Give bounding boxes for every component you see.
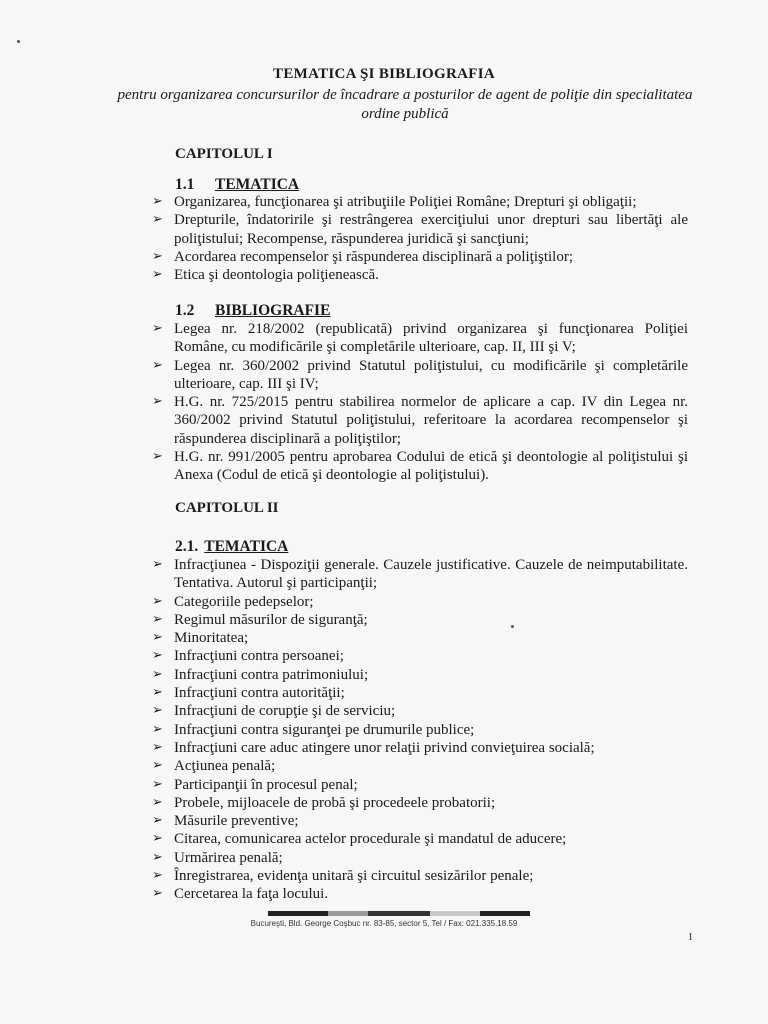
arrow-bullet-icon: ➢ [152, 886, 163, 902]
list-item: ➢ Infracţiuni de corupţie şi de serviciu; [152, 703, 396, 720]
document-title: TEMATICA ŞI BIBLIOGRAFIA [273, 66, 495, 82]
arrow-bullet-icon: ➢ [152, 703, 163, 719]
section-1-2-heading [175, 302, 330, 320]
section-1-2-list [152, 320, 688, 485]
section-2-1-list [152, 556, 688, 904]
list-item: ➢ Categoriile pedepselor; [152, 593, 314, 610]
footer-divider [268, 911, 530, 916]
arrow-bullet-icon: ➢ [152, 557, 163, 572]
arrow-bullet-icon: ➢ [152, 794, 163, 810]
arrow-bullet-icon: ➢ [152, 394, 163, 410]
list-item: ➢ Măsurile preventive; [152, 813, 299, 830]
section-number: 1.2 [175, 302, 195, 319]
arrow-bullet-icon: ➢ [152, 813, 163, 829]
arrow-bullet-icon: ➢ [152, 630, 163, 646]
section-1-1-list [152, 193, 688, 284]
list-item: ➢ Infracţiuni contra autorităţii; [152, 685, 345, 702]
footer-bar-segment [430, 911, 480, 916]
arrow-bullet-icon: ➢ [152, 648, 163, 664]
footer-bar-segment [328, 911, 368, 916]
list-item: ➢ Probele, mijloacele de probă şi procedeele probatorii; [152, 794, 496, 811]
arrow-bullet-icon: ➢ [152, 666, 163, 682]
list-item: ➢ Infracţiunea - Dispoziţii generale. Cauzele justificative. Cauzele de neimputabilitate. Tentativa. Autorul şi participanţii; [152, 557, 688, 592]
arrow-bullet-icon: ➢ [152, 831, 163, 847]
footer-address: Bucureşti, Bld. George Coşbuc nr. 83-85, sector 5, Tel / Fax: 021.335.18.59 [250, 919, 518, 928]
arrow-bullet-icon: ➢ [152, 868, 163, 884]
arrow-bullet-icon: ➢ [152, 593, 163, 609]
section-number: 1.1 [175, 176, 195, 193]
list-item: ➢ Acordarea recompenselor şi răspunderea disciplinară a poliţiştilor; [152, 248, 574, 265]
section-1-1-heading [175, 176, 299, 194]
list-item: ➢ Regimul măsurilor de siguranţă; [152, 611, 368, 628]
arrow-bullet-icon: ➢ [152, 248, 163, 264]
list-item: ➢ Înregistrarea, evidenţa unitară şi circuitul sesizărilor penale; [152, 868, 534, 885]
arrow-bullet-icon: ➢ [152, 685, 163, 701]
arrow-bullet-icon: ➢ [152, 721, 163, 737]
footer-bar-segment [480, 911, 530, 916]
list-item: ➢ Minoritatea; [152, 630, 249, 647]
scan-speck [17, 40, 20, 43]
footer-bar-segment [268, 911, 328, 916]
list-item: ➢ Urmărirea penală; [152, 849, 283, 866]
chapter-2-heading: CAPITOLUL II [175, 500, 279, 516]
document-subtitle: pentru organizarea concursurilor de încadrare a posturilor de agent de poliţie din specialitatea ordine publică [117, 87, 693, 122]
list-item: ➢ Legea nr. 360/2002 privind Statutul poliţistului, cu modificările şi completările ulterioare, cap. III şi IV; [152, 357, 688, 392]
list-item: ➢ Etica şi deontologia poliţienească. [152, 267, 379, 284]
list-item: ➢ Legea nr. 218/2002 (republicată) privind organizarea şi funcţionarea Poliţiei Române, cu modificările şi completările ulterioare, cap. II, III şi V; [152, 321, 688, 356]
arrow-bullet-icon: ➢ [152, 321, 163, 336]
section-2-1-heading [175, 538, 288, 556]
footer-bar-segment [368, 911, 430, 916]
list-item: ➢ H.G. nr. 991/2005 pentru aprobarea Codului de etică şi deontologie al poliţistului şi Anexa (Codul de etică şi deontologie al poliţistului). [152, 449, 688, 484]
arrow-bullet-icon: ➢ [152, 194, 163, 209]
section-name: BIBLIOGRAFIE [215, 302, 331, 319]
page-number: 1 [688, 932, 693, 943]
arrow-bullet-icon: ➢ [152, 739, 163, 755]
arrow-bullet-icon: ➢ [152, 776, 163, 792]
list-item: ➢ Infracţiuni contra persoanei; [152, 648, 344, 665]
list-item: ➢ Infracţiuni contra siguranţei pe drumurile publice; [152, 721, 475, 738]
list-item: ➢ Participanţii în procesul penal; [152, 776, 358, 793]
list-item: ➢ Citarea, comunicarea actelor procedurale şi mandatul de aducere; [152, 831, 567, 848]
section-name: TEMATICA [204, 538, 289, 555]
arrow-bullet-icon: ➢ [152, 267, 163, 283]
arrow-bullet-icon: ➢ [152, 212, 163, 228]
list-item: ➢ Drepturile, îndatoririle şi restrângerea exerciţiului unor drepturi sau libertăţi ale poliţistului; Recompense, răspunderea juridică şi sancţiuni; [152, 212, 688, 247]
chapter-1-heading: CAPITOLUL I [175, 146, 273, 162]
list-item: ➢ Acţiunea penală; [152, 758, 276, 775]
list-item: ➢ Infracţiuni contra patrimoniului; [152, 666, 369, 683]
arrow-bullet-icon: ➢ [152, 611, 163, 627]
arrow-bullet-icon: ➢ [152, 849, 163, 865]
list-item: ➢ H.G. nr. 725/2015 pentru stabilirea normelor de aplicare a cap. IV din Legea nr. 360/2002 privind Statutul poliţistului, referitoare la acordarea recompenselor şi răspunderea disciplinară a poliţiştilor; [152, 394, 688, 447]
arrow-bullet-icon: ➢ [152, 357, 163, 373]
list-item: ➢ Infracţiuni care aduc atingere unor relaţii privind convieţuirea socială; [152, 739, 595, 756]
section-name: TEMATICA [215, 176, 300, 193]
arrow-bullet-icon: ➢ [152, 449, 163, 465]
section-number: 2.1. [175, 538, 199, 555]
list-item: ➢ Organizarea, funcţionarea şi atribuţiile Poliţiei Române; Drepturi şi obligaţii; [152, 194, 637, 210]
arrow-bullet-icon: ➢ [152, 758, 163, 774]
list-item: ➢ Cercetarea la faţa locului. [152, 886, 329, 903]
